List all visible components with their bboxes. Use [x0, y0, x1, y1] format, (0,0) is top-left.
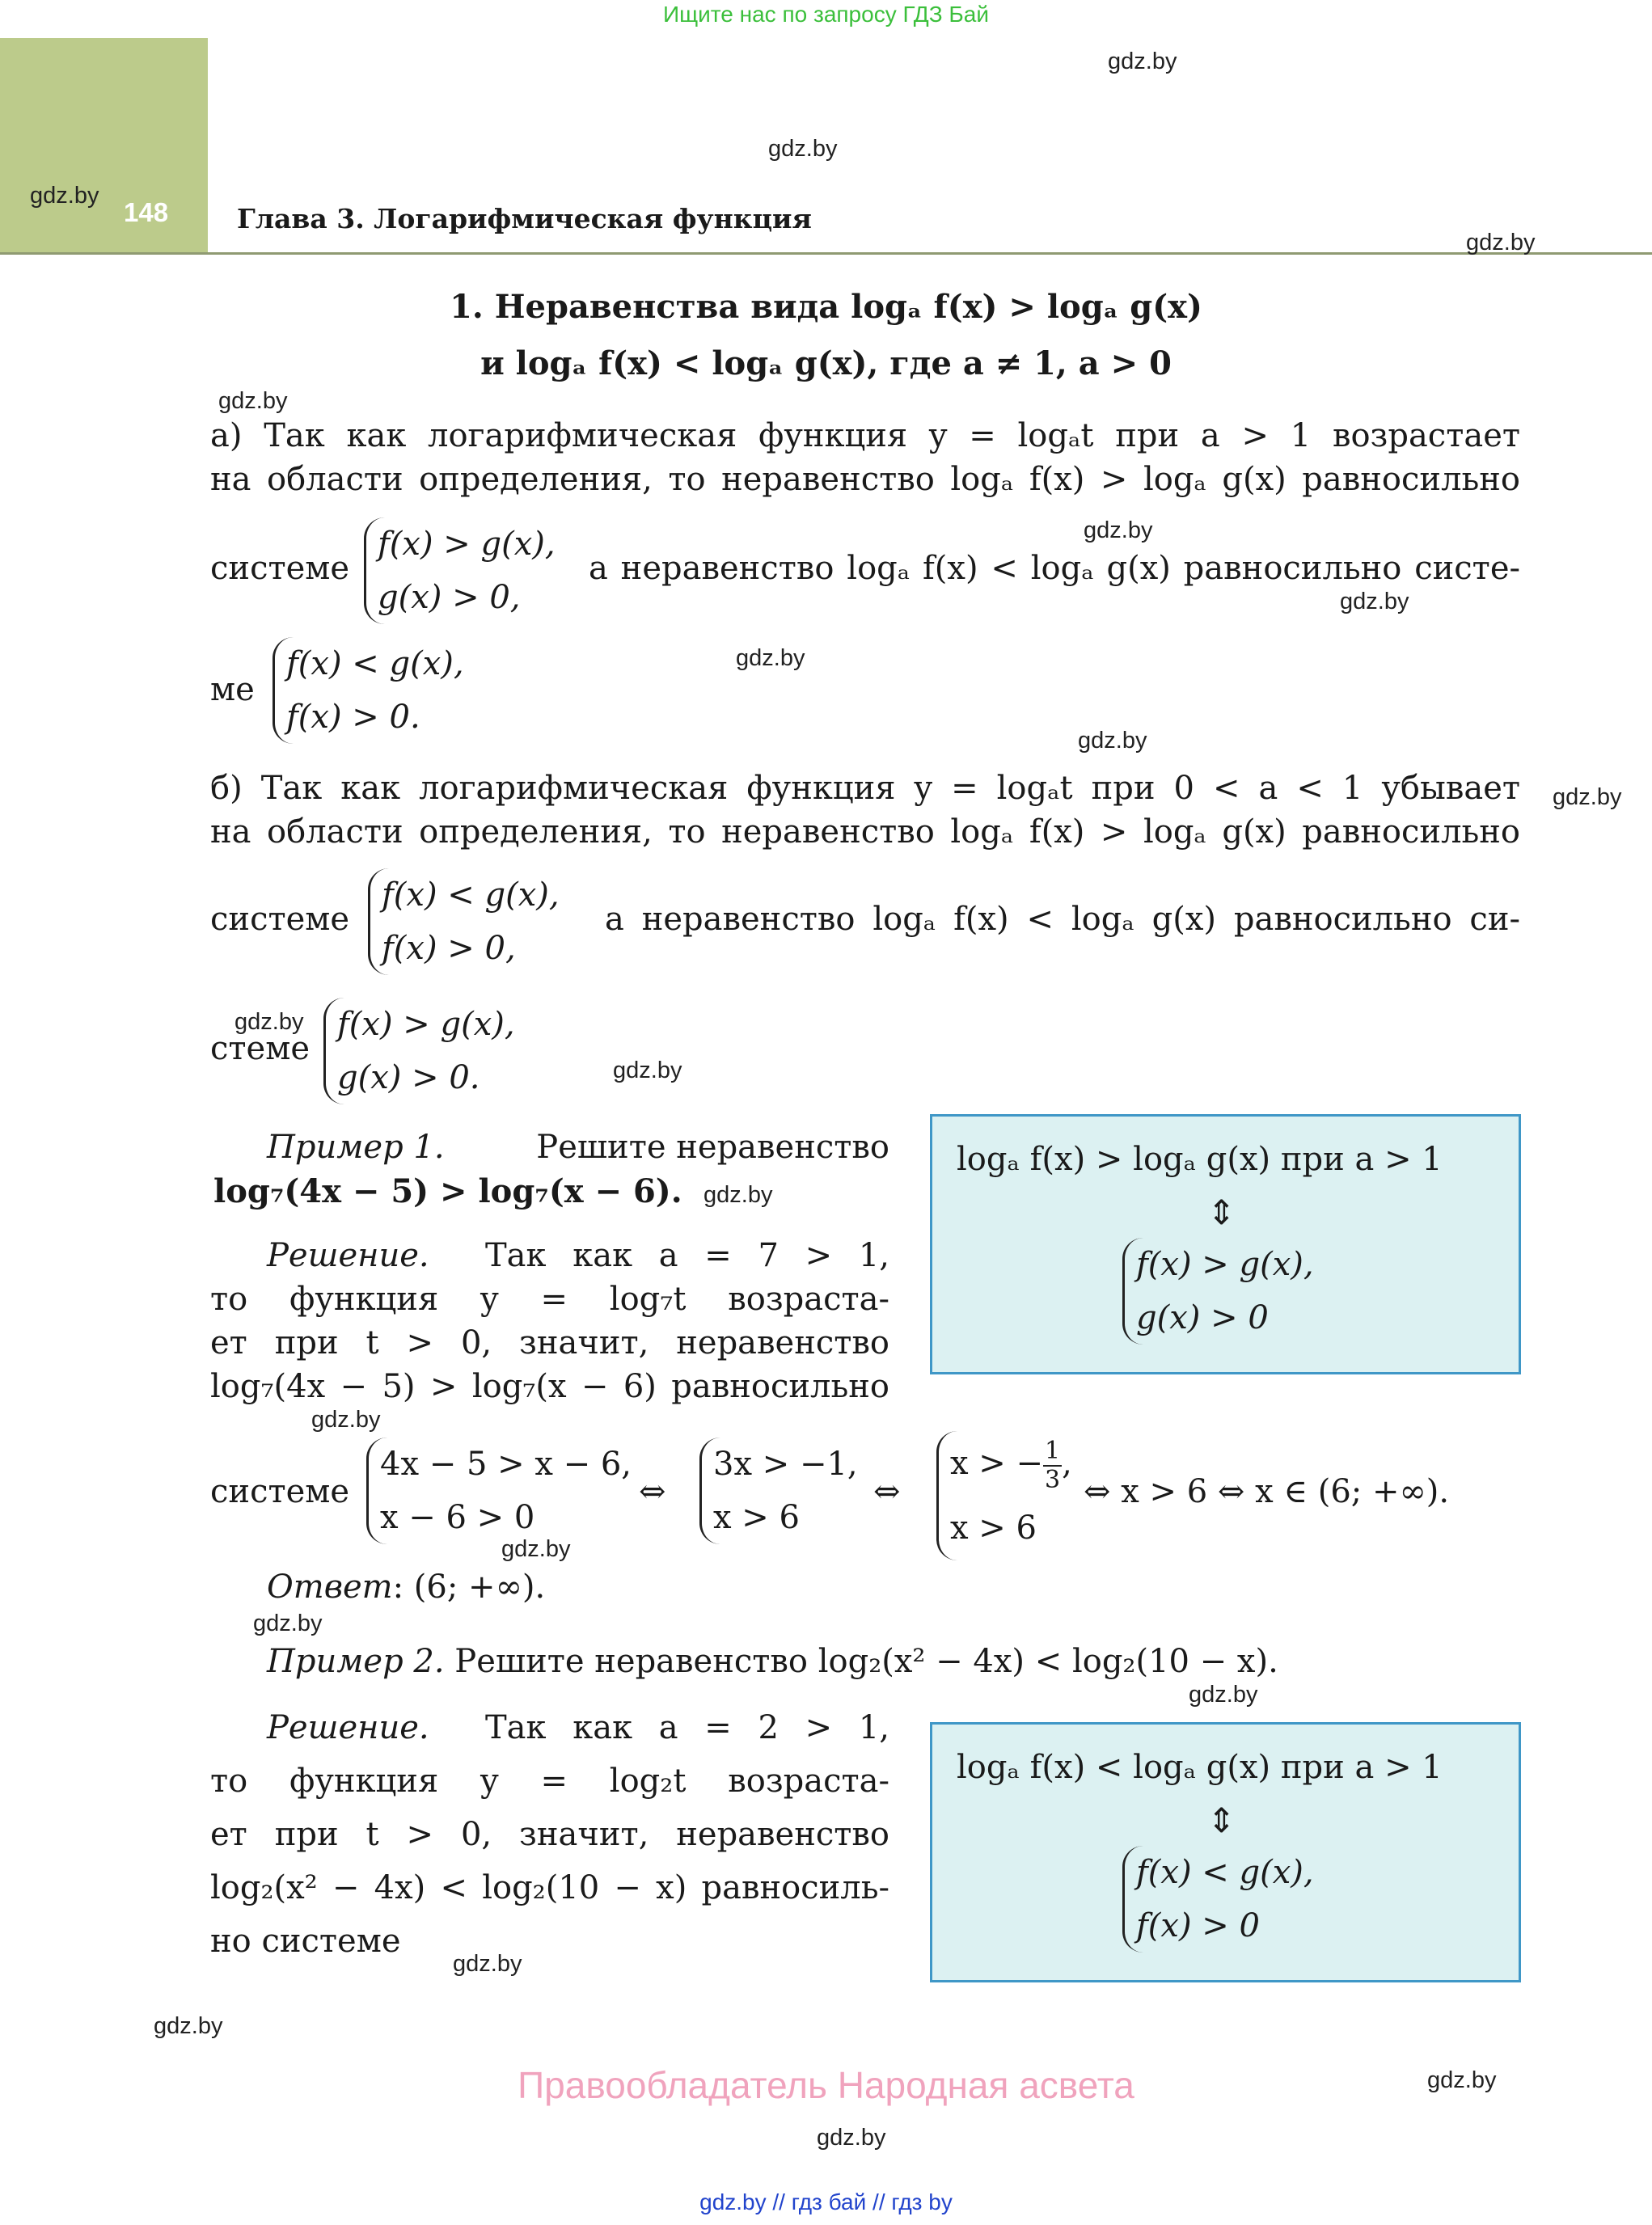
example1-label: [267, 1129, 445, 1166]
example1-task: Решите неравенство: [536, 1129, 889, 1166]
example1-system-1: [366, 1438, 632, 1544]
page-corner-block: [0, 38, 208, 255]
part-a-system-word: системе: [210, 550, 350, 587]
system-row-right: ,: [1062, 1445, 1072, 1482]
watermark: gdz.by: [154, 2013, 223, 2039]
watermark: gdz.by: [1108, 49, 1177, 74]
part-a-me-word: ме: [210, 671, 255, 708]
system-row: f(x) < g(x),: [1136, 1854, 1314, 1891]
part-a-middle: а неравенство logₐ f(x) < logₐ g(x) равносильно систе-: [589, 550, 1520, 587]
system-row: f(x) > 0.: [286, 699, 420, 736]
section-title-line2: и logₐ f(x) < logₐ g(x), где a ≠ 1, a > 0: [480, 344, 1172, 382]
example2-label: [267, 1643, 1278, 1680]
system-row: f(x) > 0,: [382, 930, 516, 967]
example2-sol-line3: ет при t > 0, значит, неравенство: [210, 1816, 889, 1853]
example1-sol-line1: Так как a = 7 > 1,: [485, 1237, 889, 1274]
part-a-system-1: [364, 517, 556, 624]
system-row: g(x) > 0: [1136, 1299, 1269, 1336]
example1-answer: [267, 1568, 545, 1606]
watermark: gdz.by: [1189, 1682, 1258, 1708]
watermark: gdz.by: [30, 183, 99, 209]
system-row: 4x − 5 > x − 6,: [380, 1446, 632, 1483]
system-row: f(x) < g(x),: [382, 876, 560, 914]
part-b-steme-word: стеме: [210, 1030, 310, 1067]
system-row: g(x) > 0.: [337, 1059, 480, 1096]
example2-sol-line2: то функция y = log₂t возраста-: [210, 1763, 889, 1800]
equivalence-sign: ⇔: [873, 1473, 901, 1510]
watermark: gdz.by: [1340, 589, 1409, 614]
watermark: gdz.by: [736, 645, 805, 671]
example1-label-text: Пример 1.: [267, 1129, 445, 1166]
system-row: 3x > −1,: [713, 1446, 858, 1483]
watermark: gdz.by: [1084, 517, 1153, 543]
example1-final: ⇔ x > 6 ⇔ x ∈ (6; +∞).: [1084, 1473, 1450, 1510]
header-rule: [0, 252, 1652, 255]
part-b-middle: а неравенство logₐ f(x) < logₐ g(x) равносильно си-: [605, 901, 1520, 938]
chapter-title: Глава 3. Логарифмическая функция: [237, 203, 812, 234]
part-b-line1: б) Так как логарифмическая функция y = logₐt при 0 < a < 1 убывает: [210, 770, 1520, 807]
system-row: x > 6: [713, 1499, 800, 1536]
system-row: f(x) > g(x),: [378, 526, 556, 563]
system-row-left: x > −: [950, 1445, 1044, 1482]
fraction: [1043, 1438, 1062, 1494]
system-row: [950, 1431, 1072, 1496]
watermark: gdz.by: [253, 1611, 323, 1636]
fraction-denominator: 3: [1045, 1466, 1061, 1494]
example2-sol-line5: но системе: [210, 1923, 401, 1960]
top-search-link[interactable]: Ищите нас по запросу ГДЗ Бай: [662, 2, 990, 27]
rule-box-2: [930, 1722, 1521, 1982]
copyright-notice: Правообладатель Народная асвета: [518, 2064, 1134, 2106]
answer-label: Ответ: [267, 1568, 393, 1606]
example1-inequality: log₇(4x − 5) > log₇(x − 6).: [213, 1172, 682, 1210]
system-row: f(x) > 0: [1136, 1907, 1260, 1944]
example2-sol-line4: log₂(x² − 4x) < log₂(10 − x) равносиль-: [210, 1869, 889, 1906]
fraction-numerator: 1: [1045, 1437, 1061, 1465]
watermark: gdz.by: [613, 1058, 682, 1083]
example1-system-word: системе: [210, 1473, 350, 1510]
watermark: gdz.by: [501, 1536, 571, 1562]
watermark: gdz.by: [453, 1951, 522, 1977]
example2-solution-label: Решение.: [267, 1709, 429, 1746]
system-row: g(x) > 0,: [378, 579, 521, 616]
part-a-line2: на области определения, то неравенство logₐ f(x) > logₐ g(x) равносильно: [210, 461, 1520, 498]
watermark: gdz.by: [1553, 784, 1622, 810]
example1-system-2: [699, 1438, 858, 1544]
section-title-line1: 1. Неравенства вида logₐ f(x) > logₐ g(x): [450, 288, 1202, 326]
system-row: f(x) > g(x),: [337, 1006, 515, 1043]
example1-sol-line2: то функция y = log₇t возраста-: [210, 1281, 889, 1318]
watermark: gdz.by: [768, 136, 838, 162]
system-row: x > 6: [950, 1509, 1037, 1547]
watermark: gdz.by: [1466, 230, 1536, 255]
box-heading: logₐ f(x) < logₐ g(x) при a > 1: [957, 1749, 1443, 1786]
system-row: f(x) > g(x),: [1136, 1246, 1314, 1283]
footer-links[interactable]: gdz.by // гдз бай // гдз by: [699, 2189, 953, 2214]
equivalence-sign: ⇔: [639, 1473, 666, 1510]
watermark: gdz.by: [817, 2125, 886, 2151]
example1-system-3: [936, 1431, 1072, 1560]
example1-solution-label: Решение.: [267, 1237, 429, 1274]
watermark: gdz.by: [1078, 728, 1147, 754]
system-row: f(x) < g(x),: [286, 645, 464, 682]
system-row: x − 6 > 0: [380, 1499, 535, 1536]
answer-value: : (6; +∞).: [392, 1568, 546, 1606]
part-b-line2: на области определения, то неравенство logₐ f(x) > logₐ g(x) равносильно: [210, 813, 1520, 851]
example1-sol-line4: log₇(4x − 5) > log₇(x − 6) равносильно: [210, 1368, 889, 1405]
equivalence-arrow-icon: ⇕: [1207, 1801, 1236, 1840]
page-number: 148: [124, 197, 169, 227]
part-b-system-2: [323, 998, 515, 1104]
watermark: gdz.by: [703, 1182, 773, 1208]
example2-task: Решите неравенство log₂(x² − 4x) < log₂(10 − x).: [454, 1643, 1278, 1680]
box-heading: logₐ f(x) > logₐ g(x) при a > 1: [957, 1141, 1443, 1178]
watermark: gdz.by: [311, 1407, 381, 1433]
rule-box-1: [930, 1114, 1521, 1374]
part-b-system-1: [368, 868, 560, 975]
equivalence-arrow-icon: ⇕: [1207, 1193, 1236, 1232]
box-system: [1122, 1238, 1314, 1345]
example2-sol-line1: Так как a = 2 > 1,: [485, 1709, 889, 1746]
box-system: [1122, 1846, 1314, 1953]
example2-label-text: Пример 2.: [267, 1643, 445, 1680]
part-b-system-word: системе: [210, 901, 350, 938]
part-a-line1: а) Так как логарифмическая функция y = logₐt при a > 1 возрастает: [210, 417, 1520, 454]
watermark: gdz.by: [234, 1009, 304, 1035]
part-a-system-2: [273, 637, 464, 744]
watermark: gdz.by: [1427, 2067, 1497, 2093]
example1-sol-line3: ет при t > 0, значит, неравенство: [210, 1324, 889, 1362]
watermark: gdz.by: [218, 388, 288, 414]
